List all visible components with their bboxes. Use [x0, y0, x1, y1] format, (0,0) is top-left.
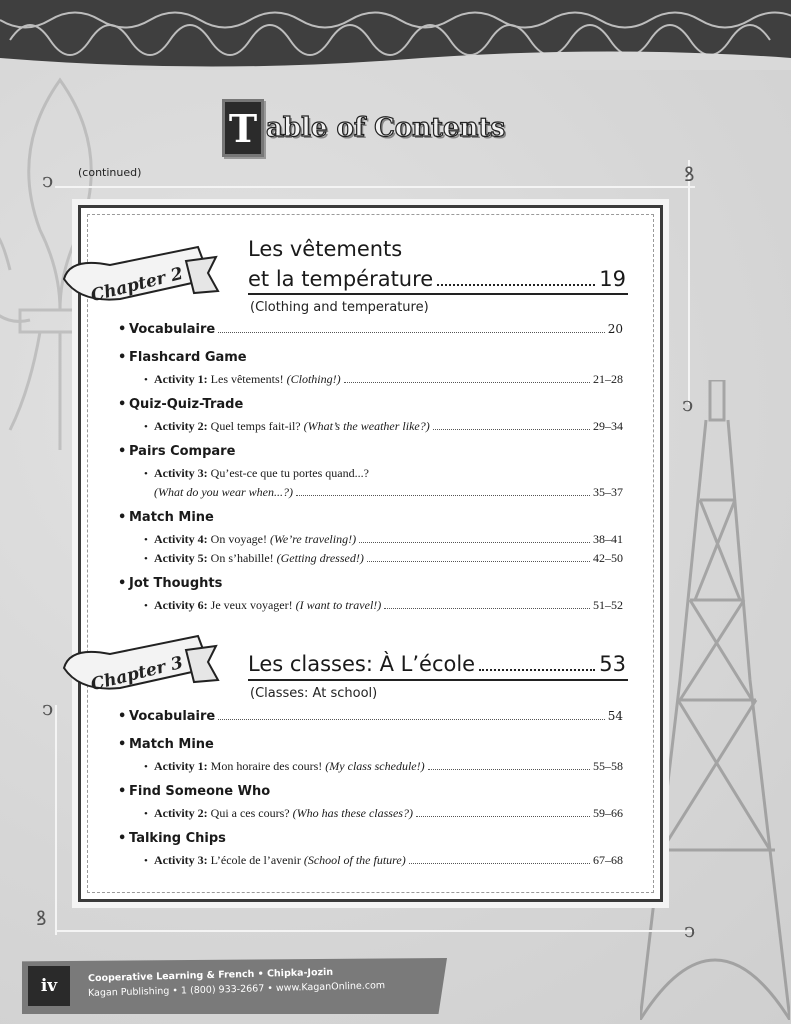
chapter-subtitle: (Clothing and temperature): [250, 300, 429, 315]
activity-label: Activity 5:: [154, 551, 208, 565]
activity-translation: (What’s the weather like?): [303, 419, 430, 433]
chapter-ribbon-label: Chapter 2: [88, 263, 186, 307]
scroll-ornament-icon: ↄ: [682, 392, 694, 416]
activity-label: Activity 2:: [154, 419, 208, 433]
structure-entry: • Pairs Compare • Activity 3: Qu’est-ce que tu portes quand...? (What do you wear when...?) 35–37: [118, 444, 623, 499]
structure-entry: • Match Mine • Activity 1: Mon horaire des cours! (My class schedule!) 55–58: [118, 737, 623, 773]
activity-label: Activity 3:: [154, 466, 208, 480]
scroll-ornament-icon: ꝸ: [36, 906, 47, 930]
structure-entry: • Quiz-Quiz-Trade • Activity 2: Quel temps fait-il? (What’s the weather like?) 29–34: [118, 397, 623, 433]
title-text: able of Contents: [266, 113, 506, 143]
footer-publisher-info: Kagan Publishing • 1 (800) 933-2667 • www.KaganOnline.com: [87, 980, 386, 999]
page-title: [222, 98, 505, 158]
scroll-ornament-icon: ꝸ: [684, 162, 695, 186]
activity-translation: (Getting dressed!): [276, 551, 364, 565]
chapter-ribbon: [60, 243, 220, 311]
chapter-title-line2: et la température: [248, 267, 434, 291]
structure-page: 54: [607, 709, 623, 723]
activity-translation: (My class schedule!): [325, 759, 425, 773]
structure-name: Match Mine: [129, 737, 214, 752]
chapter-subtitle: (Classes: At school): [250, 686, 378, 701]
structure-name: Pairs Compare: [129, 444, 236, 459]
structure-page: 20: [607, 322, 623, 336]
decorative-top-border: [0, 0, 791, 70]
structure-entry: • Match Mine • Activity 4: On voyage! (We’re traveling!) 38–41 • Activity 5: On s’habille! (Getting dressed!) 42–50: [118, 510, 623, 565]
activity-title: Quel temps fait-il?: [210, 419, 301, 433]
activity-pages: 67–68: [593, 853, 623, 867]
structure-name: Find Someone Who: [129, 784, 271, 799]
scroll-ornament-icon: ↄ: [42, 696, 54, 720]
activity-title: Qu’est-ce que tu portes quand...?: [210, 466, 369, 480]
activity-label: Activity 4:: [154, 532, 208, 546]
chapter-entries: [118, 322, 623, 617]
activity-pages: 21–28: [593, 372, 623, 386]
activity-translation: (I want to travel!): [295, 598, 382, 612]
chapter-page-number: 53: [599, 652, 626, 676]
chapter-ribbon-label: Chapter 3: [88, 652, 186, 696]
chapter-title-rule: [248, 293, 628, 295]
structure-entry: • Flashcard Game • Activity 1: Les vêtements! (Clothing!) 21–28: [118, 350, 623, 386]
leader-dots: [437, 284, 595, 286]
chapter-title-row: [248, 265, 626, 293]
structure-entry: • Jot Thoughts • Activity 6: Je veux voyager! (I want to travel!) 51–52: [118, 576, 623, 612]
structure-entry: • Find Someone Who • Activity 2: Qui a ces cours? (Who has these classes?) 59–66: [118, 784, 623, 820]
activity-translation: (We’re traveling!): [269, 532, 357, 546]
activity-pages: 51–52: [593, 598, 623, 612]
activity-title: Les vêtements!: [210, 372, 284, 386]
chapter-ribbon: [60, 632, 220, 700]
title-initial-capital: T: [222, 99, 264, 157]
structure-entry: • Talking Chips • Activity 3: L’école de l’avenir (School of the future) 67–68: [118, 831, 623, 867]
activity-translation: (School of the future): [303, 853, 406, 867]
structure-entry: • Vocabulaire 20: [118, 322, 623, 337]
scroll-ornament-icon: ↄ: [42, 168, 54, 192]
structure-name: Jot Thoughts: [129, 576, 223, 591]
activity-pages: 42–50: [593, 551, 623, 565]
activity-title: Qui a ces cours?: [210, 806, 290, 820]
chapter-title-line1: Les vêtements: [248, 237, 403, 261]
continued-label: (continued): [78, 166, 142, 179]
chapter-title-line1: Les classes: À L’école: [248, 652, 476, 676]
activity-title: Mon horaire des cours!: [210, 759, 323, 773]
frame-line-bottom: [55, 930, 695, 932]
activity-label: Activity 3:: [154, 853, 208, 867]
structure-name: Flashcard Game: [129, 350, 247, 365]
activity-title: L’école de l’avenir: [210, 853, 301, 867]
frame-line-right: [688, 160, 690, 405]
structure-name: Talking Chips: [129, 831, 226, 846]
activity-pages: 59–66: [593, 806, 623, 820]
leader-dots: [479, 669, 595, 671]
chapter-page-number: 19: [599, 267, 626, 291]
activity-pages: 29–34: [593, 419, 623, 433]
chapter-title-row: [248, 650, 626, 678]
activity-label: Activity 1:: [154, 372, 208, 386]
activity-pages: 35–37: [593, 485, 623, 499]
chapter-title-rule: [248, 679, 628, 681]
activity-translation: (Clothing!): [286, 372, 341, 386]
activity-translation: (Who has these classes?): [292, 806, 413, 820]
activity-label: Activity 2:: [154, 806, 208, 820]
structure-name: Vocabulaire: [129, 322, 216, 337]
frame-line-left: [55, 705, 57, 935]
activity-label: Activity 6:: [154, 598, 208, 612]
activity-pages: 38–41: [593, 532, 623, 546]
activity-label: Activity 1:: [154, 759, 208, 773]
structure-name: Match Mine: [129, 510, 214, 525]
footer-book-title: Cooperative Learning & French • Chipka-Jozin: [87, 966, 334, 985]
chapter-entries: [118, 709, 623, 872]
activity-title: On s’habille!: [210, 551, 274, 565]
structure-name: Quiz-Quiz-Trade: [129, 397, 244, 412]
activity-title: On voyage!: [210, 532, 267, 546]
structure-name: Vocabulaire: [129, 709, 216, 724]
activity-pages: 55–58: [593, 759, 623, 773]
frame-line-top: [55, 186, 695, 188]
scroll-ornament-icon: ↄ: [684, 918, 696, 942]
structure-entry: • Vocabulaire 54: [118, 709, 623, 724]
activity-title: Je veux voyager!: [210, 598, 293, 612]
page-number: iv: [28, 966, 70, 1006]
activity-translation: (What do you wear when...?): [154, 485, 293, 499]
